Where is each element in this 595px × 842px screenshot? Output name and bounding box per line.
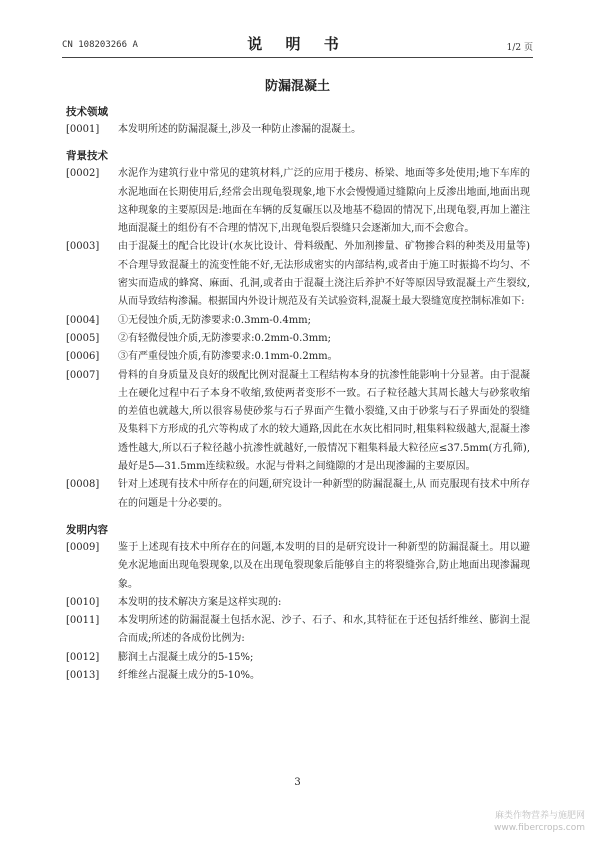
paragraph-number: [0013] (66, 670, 100, 682)
paragraph-number: [0005] (66, 332, 100, 344)
document-type-heading: 说 明 书 (247, 35, 348, 53)
paragraph-text: ②有轻微侵蚀介质,无防渗要求:0.2mm-0.3mm; (118, 332, 332, 344)
paragraph-number: [0010] (66, 596, 100, 608)
paragraph-number: [0007] (66, 369, 100, 381)
document-body (66, 103, 530, 685)
section-heading: 背景技术 (66, 150, 108, 163)
paragraph-text: 针对上述现有技术中所存在的问题,研究设计一种新型的防漏混凝土,从 而克服现有技术中所存在的问题是十分必要的。 (118, 479, 530, 509)
paragraph-text: 纤维丝占混凝土成分的5-10%。 (118, 670, 260, 682)
section-heading: 技术领域 (66, 106, 108, 118)
paragraph-text: 膨润土占混凝土成分的5-15%; (118, 651, 254, 663)
paragraph-text: 本发明所述的防漏混凝土,涉及一种防止渗漏的混凝土。 (118, 124, 362, 135)
document-title: 防漏混凝土 (264, 79, 330, 94)
paragraph-text: 水泥作为建筑行业中常见的建筑材料,广泛的应用于楼房、桥梁、地面等多处使用;地下车库的水泥地面在长期使用后,经常会出现龟裂现象,地下水会慢慢通过缝隙向上反渗出地面,地面出现这种现象的主要原因是:地面在车辆的反复碾压以及地基不稳固的情况下,出现龟裂,再加上灌注地面混凝土的组份有不合理的情况下,出现龟裂后裂缝只会逐渐加大,而不会愈合。 (118, 168, 530, 235)
paragraph (66, 121, 530, 139)
page-header (62, 30, 533, 56)
paragraph-text: 本发明所述的防漏混凝土包括水泥、沙子、石子、和水,其特征在于还包括纤维丝、膨润土混合而成;所述的各成份比例为: (118, 615, 530, 645)
paragraph (66, 165, 530, 238)
paragraph-number: [0008] (66, 479, 100, 491)
page-number: 3 (294, 777, 301, 788)
paragraph (66, 367, 530, 477)
paragraph-number: [0006] (66, 351, 100, 363)
paragraph (66, 312, 530, 330)
publication-number: CN 108203266 A (62, 40, 138, 50)
paragraph-number: [0003] (66, 241, 100, 253)
watermark-line-2: www.fibercrops.com (494, 823, 585, 833)
paragraph (66, 667, 530, 685)
paragraph-number: [0002] (66, 168, 100, 180)
paragraph-text: 本发明的技术解决方案是这样实现的: (118, 596, 282, 608)
paragraph (66, 348, 530, 366)
header-divider (62, 57, 533, 58)
page-indicator: 1/2 页 (506, 43, 533, 53)
paragraph-number: [0009] (66, 541, 100, 553)
watermark (494, 810, 585, 834)
paragraph (66, 594, 530, 612)
paragraph-number: [0012] (66, 651, 100, 663)
paragraph-text: 由于混凝土的配合比设计(水灰比设计、骨料级配、外加剂掺量、矿物掺合料的种类及用量等)不合理导致混凝土的流变性能不好,无法形成密实的内部结构,或者由于施工时振捣不均匀、不密实而造成的蜂窝、麻面、孔洞,或者由于混凝土浇注后养护不好等原因导致混凝土产生裂纹,从而导致结构渗漏。根据国内外设计规范及有关试验资料,混凝土最大裂缝宽度控制标准如下: (118, 241, 530, 308)
paragraph-number: [0004] (66, 314, 100, 326)
paragraph-text: 鉴于上述现有技术中所存在的问题,本发明的目的是研究设计一种新型的防漏混凝土。用以避免水泥地面出现龟裂现象,以及在出现龟裂现象后能够自主的将裂缝弥合,防止地面出现渗漏现象。 (118, 541, 530, 590)
paragraph-number: [0001] (66, 124, 100, 135)
paragraph-text: 骨料的自身质量及良好的级配比例对混凝土工程结构本身的抗渗性能影响十分显著。由于混凝土在硬化过程中石子本身不收缩,致使两者变形不一致。石子粒径越大其周长越大与砂浆收缩的差值也就越大,所以很容易使砂浆与石子界面产生微小裂缝,又由于砂浆与石子界面处的裂缝及集料下方形成的孔穴等构成了水的较大通路,因此在水灰比相同时,粗集料粒级越大,混凝土渗透性越大,所以石子粒径越小抗渗性就越好,一般情况下粗集料最大粒径应≤37.5mm(方孔筛),最好是5—31.5mm连续粒级。水泥与骨料之间缝隙的才是出现渗漏的主要原因。 (118, 369, 530, 473)
paragraph (66, 238, 530, 311)
paragraph (66, 476, 530, 513)
paragraph-text: ①无侵蚀介质,无防渗要求:0.3mm-0.4mm; (118, 314, 312, 326)
watermark-line-1: 麻类作物营养与施肥网 (494, 811, 585, 821)
paragraph (66, 612, 530, 649)
paragraph (66, 539, 530, 594)
paragraph (66, 330, 530, 348)
section-heading: 发明内容 (66, 523, 108, 536)
paragraph-number: [0011] (66, 615, 100, 627)
paragraph (66, 649, 530, 667)
paragraph-text: ③有严重侵蚀介质,有防渗要求:0.1mm-0.2mm。 (118, 351, 338, 363)
